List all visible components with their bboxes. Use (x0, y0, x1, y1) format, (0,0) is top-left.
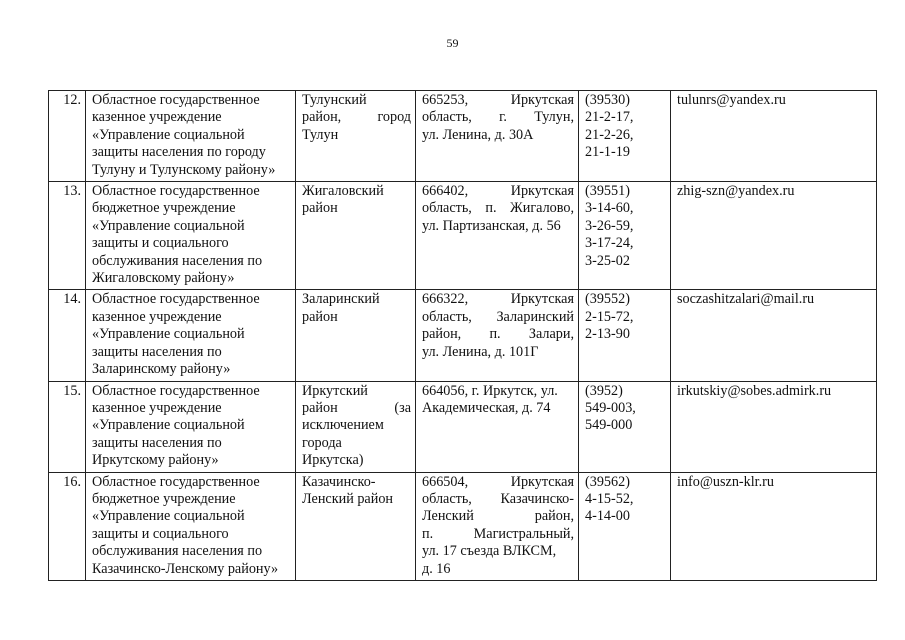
district-line (302, 452, 411, 469)
district-word: Иркутский (302, 382, 368, 399)
address-word: д. 16 (422, 560, 451, 577)
address-line (422, 474, 574, 491)
institution-name-line: защиты населения по (92, 343, 222, 360)
address (416, 182, 579, 290)
district-line (302, 200, 411, 217)
institution-name (86, 381, 296, 472)
address-line (422, 508, 574, 525)
institution-name-line: Областное государственное (92, 291, 260, 308)
table-row (49, 472, 877, 580)
institution-name-line: Жигаловскому району» (92, 270, 235, 287)
district-line (302, 491, 411, 508)
address-word: 666322, (422, 291, 469, 308)
table-row (49, 290, 877, 381)
district-line (302, 474, 411, 491)
address-line (422, 309, 574, 326)
address-line (422, 344, 574, 361)
address-word: 666504, (422, 473, 469, 490)
institution-name-line: «Управление социальной (92, 126, 245, 143)
address-word: область, (422, 308, 472, 325)
table-row (49, 182, 877, 290)
phone-numbers-line: 3-25-02 (585, 252, 630, 269)
table-row (49, 381, 877, 472)
phone-numbers-line: 21-2-17, (585, 109, 634, 126)
phone-numbers-line: (39530) (585, 92, 630, 108)
institutions-table (48, 90, 877, 581)
institution-name-line: Казачинско-Ленскому району» (92, 560, 279, 577)
district-line (302, 127, 411, 144)
address-word: ул. 17 съезда ВЛКСМ, (422, 543, 557, 560)
institution-name-line: защиты населения по городу (92, 144, 266, 161)
address-word: ул. Ленина, д. 101Г (422, 343, 539, 360)
institution-name (86, 290, 296, 381)
district-line (302, 400, 411, 417)
institution-name-line: Областное государственное (92, 92, 260, 108)
address-line (422, 326, 574, 343)
email-address[interactable]: tulunrs@yandex.ru (671, 91, 877, 182)
address-word: 664056, г. Иркутск, ул. (422, 382, 558, 399)
institution-name-line: Заларинскому району» (92, 361, 231, 378)
institution-name-line: защиты населения по (92, 434, 222, 451)
district-word: Жигаловский (302, 183, 384, 200)
address-word: Академическая, д. 74 (422, 399, 551, 416)
phone-numbers (579, 472, 671, 580)
row-number: 15. (49, 381, 86, 472)
district-line (302, 309, 411, 326)
institution-name (86, 472, 296, 580)
address-word: Заларинский (496, 308, 574, 325)
institution-name-line: обслуживания населения по (92, 252, 263, 269)
row-number: 13. (49, 182, 86, 290)
phone-numbers-line: 21-2-26, (585, 126, 634, 143)
address-word: г. (499, 109, 507, 126)
institution-name (86, 91, 296, 182)
institution-name-line: бюджетное учреждение (92, 490, 236, 507)
district-line (302, 291, 411, 308)
address-line (422, 109, 574, 126)
address-line (422, 218, 574, 235)
phone-numbers-line: (39551) (585, 183, 630, 200)
email-address[interactable]: zhig-szn@yandex.ru (671, 182, 877, 290)
address-line (422, 543, 574, 560)
district-line (302, 417, 411, 434)
institution-name-line: защиты и социального (92, 235, 229, 252)
address-word: п. (485, 200, 497, 217)
institution-name (86, 182, 296, 290)
district-line (302, 92, 411, 109)
address-word: Иркутская (510, 183, 574, 200)
address-word: ул. Ленина, д. 30А (422, 126, 534, 143)
row-number: 16. (49, 472, 86, 580)
district-word: исключением (302, 417, 384, 434)
institution-name-line: обслуживания населения по (92, 543, 263, 560)
phone-numbers-line: 4-14-00 (585, 508, 630, 525)
district-word: район (302, 399, 338, 416)
address-word: Иркутская (510, 473, 574, 490)
address-word: Иркутская (510, 92, 574, 108)
address-word: Казачинско- (500, 490, 574, 507)
address (416, 91, 579, 182)
phone-numbers (579, 91, 671, 182)
phone-numbers-line: 3-17-24, (585, 235, 634, 252)
district-word: города (302, 434, 342, 451)
address-line (422, 383, 574, 400)
institution-name-line: защиты и социального (92, 525, 229, 542)
row-number: 14. (49, 290, 86, 381)
district (296, 290, 416, 381)
district-line (302, 383, 411, 400)
address-line (422, 183, 574, 200)
page-number: 59 (446, 36, 459, 50)
address-word: Магистральный, (473, 525, 574, 542)
phone-numbers (579, 182, 671, 290)
address-line (422, 561, 574, 578)
institution-name-line: бюджетное учреждение (92, 200, 236, 217)
district-word: район (302, 308, 338, 325)
address-word: область, (422, 109, 472, 126)
phone-numbers-line: 549-000 (585, 417, 633, 434)
institution-name-line: казенное учреждение (92, 399, 222, 416)
district-word: Иркутска) (302, 452, 364, 469)
address-word: ул. Партизанская, д. 56 (422, 217, 561, 234)
district-word: Тулун (302, 126, 339, 143)
phone-numbers-line: 2-13-90 (585, 326, 630, 343)
address-word: 666402, (422, 183, 469, 200)
address-word: п. (489, 326, 501, 343)
phone-numbers-line: (39552) (585, 291, 630, 308)
address-line (422, 200, 574, 217)
address (416, 472, 579, 580)
address-word: область, (422, 200, 472, 217)
address-line (422, 127, 574, 144)
phone-numbers (579, 381, 671, 472)
district-word: Тулунский (302, 92, 367, 108)
institution-name-line: Областное государственное (92, 183, 260, 200)
phone-numbers-line: 21-1-19 (585, 144, 630, 161)
phone-numbers-line: (3952) (585, 382, 623, 399)
address-word: Залари, (528, 326, 574, 343)
institution-name-line: «Управление социальной (92, 217, 245, 234)
address-word: п. (422, 525, 434, 542)
institution-name-line: Иркутскому району» (92, 452, 219, 469)
phone-numbers-line: 4-15-52, (585, 490, 634, 507)
address-line (422, 92, 574, 109)
email-address[interactable]: irkutskiy@sobes.admirk.ru (671, 381, 877, 472)
phone-numbers-line: 3-26-59, (585, 217, 634, 234)
address-line (422, 491, 574, 508)
table-body (49, 91, 877, 581)
institution-name-line: «Управление социальной (92, 508, 245, 525)
district-word: Ленский район (302, 490, 394, 507)
district (296, 91, 416, 182)
district-line (302, 109, 411, 126)
address-line (422, 291, 574, 308)
district-word: район (302, 200, 338, 217)
district-line (302, 435, 411, 452)
address-word: 665253, (422, 92, 469, 108)
institution-name-line: «Управление социальной (92, 326, 245, 343)
address-word: район, (534, 508, 574, 525)
row-number: 12. (49, 91, 86, 182)
phone-numbers-line: 549-003, (585, 399, 636, 416)
address-word: область, (422, 490, 472, 507)
district-word: район, (302, 109, 342, 126)
district-word: Заларинский (302, 291, 380, 308)
address (416, 381, 579, 472)
table-row (49, 91, 877, 182)
phone-numbers-line: (39562) (585, 473, 630, 490)
district-line (302, 183, 411, 200)
address-word: Ленский (422, 508, 474, 525)
institution-name-line: Областное государственное (92, 382, 260, 399)
address-word: Иркутская (510, 291, 574, 308)
address-line (422, 526, 574, 543)
phone-numbers (579, 290, 671, 381)
phone-numbers-line: 2-15-72, (585, 308, 634, 325)
address-word: район, (422, 326, 462, 343)
phone-numbers-line: 3-14-60, (585, 200, 634, 217)
district (296, 472, 416, 580)
address-word: Жигалово, (510, 200, 574, 217)
district-word: (за (394, 399, 411, 416)
institution-name-line: казенное учреждение (92, 308, 222, 325)
district (296, 381, 416, 472)
institution-name-line: Тулуну и Тулунскому району» (92, 161, 276, 178)
district (296, 182, 416, 290)
address-word: Тулун, (534, 109, 574, 126)
institution-name-line: казенное учреждение (92, 109, 222, 126)
address (416, 290, 579, 381)
institution-name-line: Областное государственное (92, 473, 260, 490)
institution-name-line: «Управление социальной (92, 417, 245, 434)
district-word: Казачинско- (302, 473, 376, 490)
address-line (422, 400, 574, 417)
email-address[interactable]: soczashitzalari@mail.ru (671, 290, 877, 381)
district-word: город (377, 109, 411, 126)
email-address[interactable]: info@uszn-klr.ru (671, 472, 877, 580)
